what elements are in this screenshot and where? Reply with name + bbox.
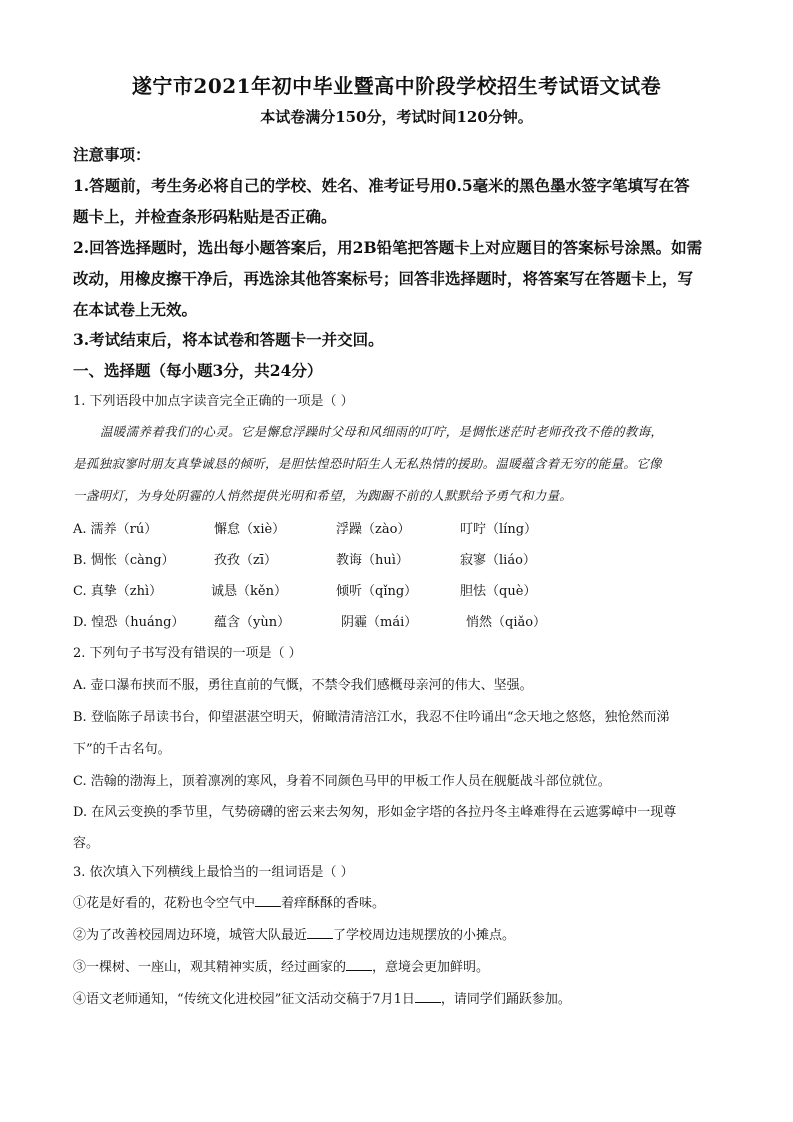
blank-line — [415, 990, 441, 1003]
fill-blank-item — [73, 892, 723, 911]
passage-line: 是孤独寂寥时朋友真挚诚恳的倾听，是胆怯惶恐时陌生人无私热情的援助。温暖蕴含着无穷的能量。它像 — [73, 456, 662, 471]
blank-line — [307, 926, 333, 939]
notice-line: 改动，用橡皮擦干净后，再选涂其他答案标号；回答非选择题时，将答案写在答题卡上，写 — [73, 269, 694, 288]
option-text: 寂寥（liáo） — [460, 553, 536, 568]
option-line: B. 登临陈子昂读书台，仰望湛湛空明天，俯瞰清清涪江水，我忍不住吟诵出“念天地之悠悠，独怆然而涕 — [73, 710, 670, 725]
option-text: A. 濡养（rú） — [73, 522, 158, 537]
option-text: 胆怯（què） — [460, 584, 537, 599]
blank-line — [346, 958, 372, 971]
passage-line: 温暖濡养着我们的心灵。它是懈怠浮躁时父母和风细雨的叮咛，是惆怅迷茫时老师孜孜不倦的教诲， — [100, 424, 664, 439]
option-text: C. 真挚（zhì） — [73, 584, 163, 599]
notice-line: 3.考试结束后，将本试卷和答题卡一并交回。 — [73, 330, 384, 349]
fill-blank-item — [73, 988, 723, 1007]
fill-blank-item — [73, 924, 723, 943]
notice-line: 2.回答选择题时，选出每小题答案后，用2B铅笔把答题卡上对应题目的答案标号涂黑。如需 — [73, 238, 703, 257]
page-subtitle: 本试卷满分150分，考试时间120分钟。 — [260, 108, 533, 126]
item-text: ①花是好看的，花粉也令空气中 — [73, 896, 256, 911]
option-line: 下”的千古名句。 — [73, 742, 171, 757]
passage-line: 一盏明灯，为身处阴霾的人悄然提供光明和希望，为踟蹰不前的人默默给予勇气和力量。 — [73, 488, 573, 503]
option-line: C. 浩翰的渤海上，顶着凛冽的寒风，身着不同颜色马甲的甲板工作人员在舰艇战斗部位就位。 — [73, 774, 611, 789]
notice-heading: 注意事项： — [73, 145, 151, 164]
option-text: 诚恳（kěn） — [211, 584, 287, 599]
option-text: 叮咛（líng） — [460, 522, 538, 537]
item-text: ③一棵树、一座山，观其精神实质，经过画家的 — [73, 960, 347, 975]
option-text: 阴霾（mái） — [341, 615, 418, 630]
option-text: 懈怠（xiè） — [214, 522, 286, 537]
option-line: 容。 — [73, 836, 100, 851]
item-text: ②为了改善校园周边环境，城管大队最近 — [73, 928, 308, 943]
notice-line: 题卡上，并检查条形码粘贴是否正确。 — [73, 207, 337, 226]
notice-line: 1.答题前，考生务必将自己的学校、姓名、准考证号用0.5毫米的黑色墨水签字笔填写在答 — [73, 176, 690, 195]
question-stem: 1. 下列语段中加点字读音完全正确的一项是（ ） — [73, 394, 354, 409]
option-text: 浮躁（zào） — [336, 522, 411, 537]
question-stem: 3. 依次填入下列横线上最恰当的一组词语是（ ） — [73, 865, 354, 880]
option-text: 悄然（qiǎo） — [466, 615, 547, 630]
option-text: 倾听（qǐng） — [336, 584, 418, 599]
option-text: 孜孜（zī） — [214, 553, 278, 568]
section-heading: 一、选择题（每小题3分，共24分） — [73, 361, 323, 380]
option-line: A. 壶口瀑布挟而不服，勇往直前的气慨，不禁令我们感概母亲河的伟大、坚强。 — [73, 678, 533, 693]
option-text: B. 惆怅（càng） — [73, 553, 175, 568]
option-text: 蕴含（yùn） — [214, 615, 291, 630]
item-text: ④语文老师通知，“传统文化进校园”征文活动交稿于7月1日 — [73, 992, 415, 1007]
notice-line: 在本试卷上无效。 — [73, 300, 198, 319]
item-text: ，请同学们踊跃参加。 — [440, 992, 571, 1007]
page-title: 遂宁市2021年初中毕业暨高中阶段学校招生考试语文试卷 — [131, 74, 662, 98]
item-text: 着痒酥酥的香味。 — [281, 896, 386, 911]
blank-line — [255, 894, 281, 907]
item-text: 了学校周边违规摆放的小摊点。 — [333, 928, 516, 943]
option-text: D. 惶恐（huáng） — [73, 615, 185, 630]
fill-blank-item — [73, 956, 723, 975]
item-text: ，意境会更加鲜明。 — [372, 960, 490, 975]
option-text: 教诲（huì） — [336, 553, 409, 568]
question-stem: 2. 下列句子书写没有错误的一项是（ ） — [73, 646, 302, 661]
option-line: D. 在风云变换的季节里，气势磅礴的密云来去匆匆，形如金字塔的各拉丹冬主峰难得在云遮雾嶂中一现尊 — [73, 805, 677, 820]
